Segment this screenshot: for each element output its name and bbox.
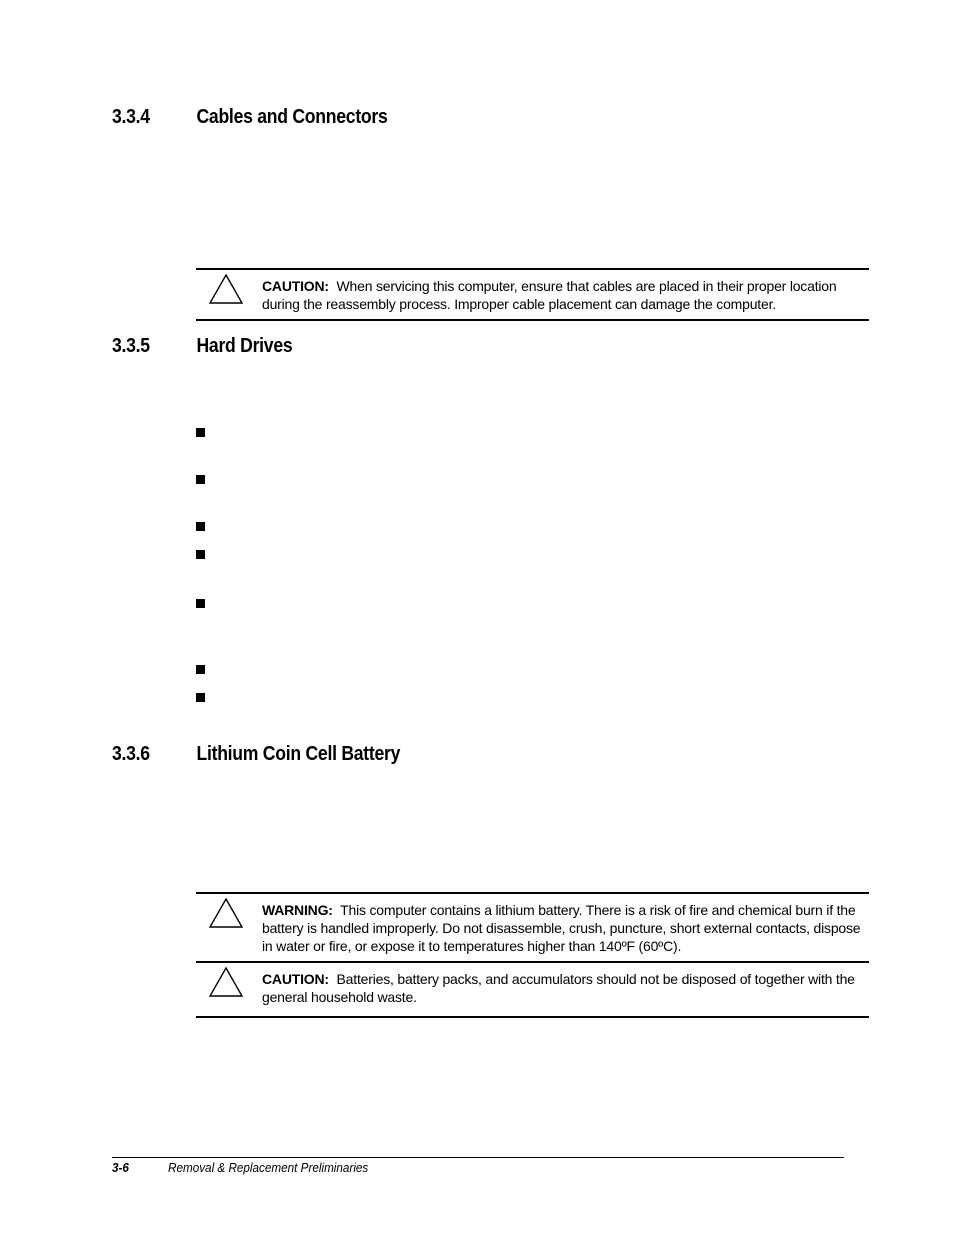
section-title: Cables and Connectors <box>196 106 388 128</box>
notice-bottom-rule <box>196 319 869 321</box>
notice-label: CAUTION: <box>262 971 329 987</box>
caution-notice <box>196 963 869 1012</box>
section-title: Lithium Coin Cell Battery <box>196 743 401 765</box>
footer-rule <box>112 1157 844 1158</box>
warning-triangle-icon <box>208 896 244 930</box>
notice-text: This computer contains a lithium battery. There is a risk of fire and chemical burn if the battery is handled improperly. Do not disassemble, crush, puncture, short external contacts, dispose in water or fire, or expose it to temperatures higher than 140ºF (60ºC). <box>262 902 861 954</box>
warning-notice <box>196 894 869 961</box>
footer-chapter-title: Removal & Replacement Preliminaries <box>168 1160 369 1175</box>
section-heading-cables <box>112 106 388 129</box>
warning-triangle-icon <box>208 965 244 999</box>
bullet-icon <box>196 550 205 559</box>
notice-text: When servicing this computer, ensure that cables are placed in their proper location during the reassembly process. Improper cable placement can damage the computer. <box>262 278 837 312</box>
battery-notice-group <box>196 892 869 1018</box>
section-heading-hard-drives <box>112 335 292 358</box>
bullet-icon <box>196 475 205 484</box>
bullet-icon <box>196 428 205 437</box>
caution-notice <box>196 270 869 319</box>
notice-label: CAUTION: <box>262 278 329 294</box>
bullet-icon <box>196 665 205 674</box>
section-title: Hard Drives <box>196 335 293 357</box>
footer-page-number: 3-6 <box>112 1160 129 1175</box>
cable-caution-notice <box>196 268 869 321</box>
bullet-icon <box>196 693 205 702</box>
section-heading-battery <box>112 743 400 766</box>
notice-bottom-rule <box>196 1016 869 1018</box>
notice-text: Batteries, battery packs, and accumulators should not be disposed of together with the general household waste. <box>262 971 855 1005</box>
section-number: 3.3.4 <box>112 106 150 128</box>
notice-label: WARNING: <box>262 902 333 918</box>
bullet-icon <box>196 522 205 531</box>
section-number: 3.3.6 <box>112 743 150 765</box>
bullet-icon <box>196 599 205 608</box>
warning-triangle-icon <box>208 272 244 306</box>
section-number: 3.3.5 <box>112 335 150 357</box>
